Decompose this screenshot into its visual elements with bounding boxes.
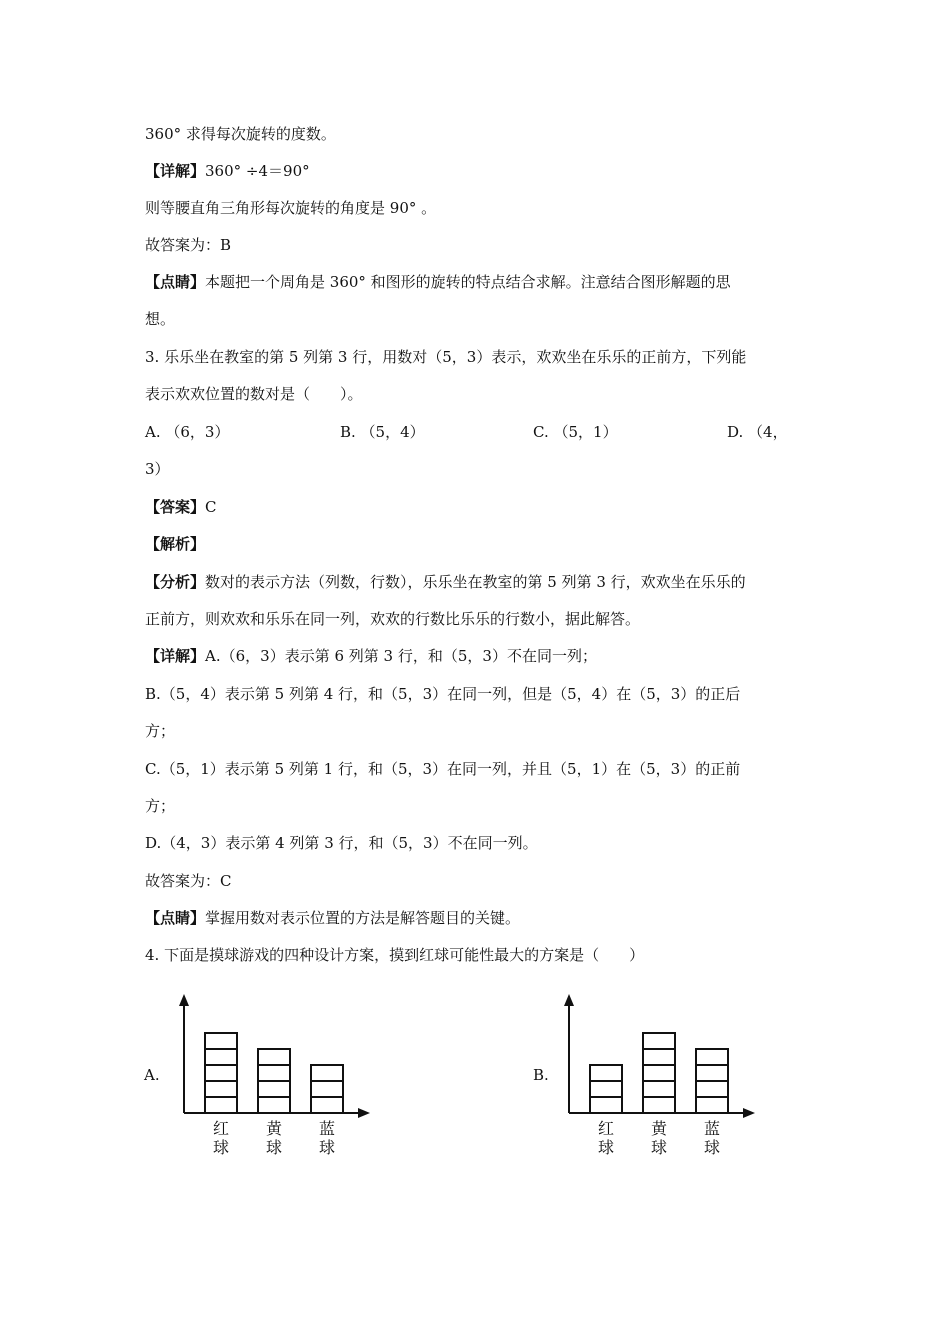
chart-b-bar-1-block-2 [643, 1065, 675, 1081]
chart-a-bar-1-block-3 [258, 1049, 290, 1065]
chart-a-bar-1-block-0 [258, 1097, 290, 1113]
chart-a [170, 990, 390, 1165]
option-a: A. （6，3） [145, 423, 230, 441]
chart-a-bar-0-block-1 [205, 1081, 237, 1097]
chart-a-bar-0-block-0 [205, 1097, 237, 1113]
chart-b-bar-1-block-4 [643, 1033, 675, 1049]
text-line-16: B.（5，4）表示第 5 列第 4 行，和（5，3）在同一列，但是（5，4）在（5，3）的正后 [145, 685, 741, 703]
chart-b-category-2-char-0: 蓝 [703, 1119, 721, 1138]
text-line-21: 故答案为：C [145, 872, 232, 890]
option-d: D. （4， [727, 423, 788, 441]
chart-b-bar-1-block-3 [643, 1049, 675, 1065]
chart-b-category-1-char-0: 黄 [650, 1119, 668, 1138]
chart-a-category-0-char-0: 红 [212, 1119, 230, 1138]
chart-a-bar-2-block-0 [311, 1097, 343, 1113]
chart-a-bar-1-block-1 [258, 1081, 290, 1097]
chart-a-x-arrow [358, 1108, 370, 1118]
chart-b [555, 990, 775, 1165]
chart-b-label: B. [533, 1066, 549, 1084]
chart-a-bar-0-block-4 [205, 1033, 237, 1049]
text-line-3: 则等腰直角三角形每次旋转的角度是 90° 。 [145, 199, 437, 217]
chart-b-category-0-char-0: 红 [597, 1119, 615, 1138]
analysis-line: 【分析】数对的表示方法（列数，行数），乐乐坐在教室的第 5 列第 3 行，欢欢坐在乐乐的 [145, 573, 746, 591]
chart-b-y-arrow [564, 994, 574, 1006]
text-line-5: 【点睛】本题把一个周角是 360° 和图形的旋转的特点结合求解。注意结合图形解题的思 [145, 273, 731, 291]
text-line-6: 想。 [145, 310, 176, 328]
chart-a-y-arrow [179, 994, 189, 1006]
chart-a-category-1-char-0: 黄 [265, 1119, 283, 1138]
chart-a-bar-2-block-1 [311, 1081, 343, 1097]
text-line-10: 3） [145, 460, 170, 478]
chart-b-category-2-char-1: 球 [703, 1138, 721, 1157]
text-line-19: 方； [145, 797, 176, 815]
chart-a-category-0-char-1: 球 [212, 1138, 230, 1157]
chart-b-category-0-char-1: 球 [597, 1138, 615, 1157]
option-c: C. （5，1） [533, 423, 618, 441]
chart-b-x-arrow [743, 1108, 755, 1118]
chart-b-bar-2-block-1 [696, 1081, 728, 1097]
text-line-2: 【详解】360° ÷4＝90° [145, 162, 310, 180]
chart-a-category-1-char-1: 球 [265, 1138, 283, 1157]
chart-a-bar-1-block-2 [258, 1065, 290, 1081]
chart-a-bar-2-block-2 [311, 1065, 343, 1081]
question-3: 3. 乐乐坐在教室的第 5 列第 3 行，用数对（5，3）表示，欢欢坐在乐乐的正前方，下列能 [145, 348, 747, 366]
tip-line: 【点睛】掌握用数对表示位置的方法是解答题目的关键。 [145, 909, 521, 927]
chart-b-bar-1-block-0 [643, 1097, 675, 1113]
chart-a-bar-0-block-3 [205, 1049, 237, 1065]
chart-b-bar-2-block-3 [696, 1049, 728, 1065]
chart-a-category-2-char-0: 蓝 [318, 1119, 336, 1138]
chart-b-bar-1-block-1 [643, 1081, 675, 1097]
text-line-4: 故答案为：B [145, 236, 232, 254]
answer-line: 【答案】C [145, 498, 217, 516]
chart-b-category-1-char-1: 球 [650, 1138, 668, 1157]
analysis-heading: 【解析】 [145, 535, 206, 553]
chart-a-category-2-char-1: 球 [318, 1138, 336, 1157]
text-line-14: 正前方，则欢欢和乐乐在同一列，欢欢的行数比乐乐的行数小，据此解答。 [145, 610, 641, 628]
chart-b-bar-0-block-0 [590, 1097, 622, 1113]
chart-b-bar-2-block-0 [696, 1097, 728, 1113]
detail-line: 【详解】A.（6，3）表示第 6 列第 3 行，和（5，3）不在同一列； [145, 647, 597, 665]
chart-b-bar-0-block-1 [590, 1081, 622, 1097]
chart-b-bar-2-block-2 [696, 1065, 728, 1081]
text-line-20: D.（4，3）表示第 4 列第 3 行，和（5，3）不在同一列。 [145, 834, 538, 852]
chart-a-label: A. [144, 1066, 160, 1084]
text-line-8: 表示欢欢位置的数对是（ ）。 [145, 385, 363, 403]
question-4: 4. 下面是摸球游戏的四种设计方案，摸到红球可能性最大的方案是（ ） [145, 946, 645, 964]
chart-a-bar-0-block-2 [205, 1065, 237, 1081]
text-line-1: 360° 求得每次旋转的度数。 [145, 125, 336, 143]
text-line-17: 方； [145, 722, 176, 740]
chart-b-bar-0-block-2 [590, 1065, 622, 1081]
option-b: B. （5，4） [340, 423, 425, 441]
text-line-18: C.（5，1）表示第 5 列第 1 行，和（5，3）在同一列，并且（5，1）在（5，3）的正前 [145, 760, 741, 778]
